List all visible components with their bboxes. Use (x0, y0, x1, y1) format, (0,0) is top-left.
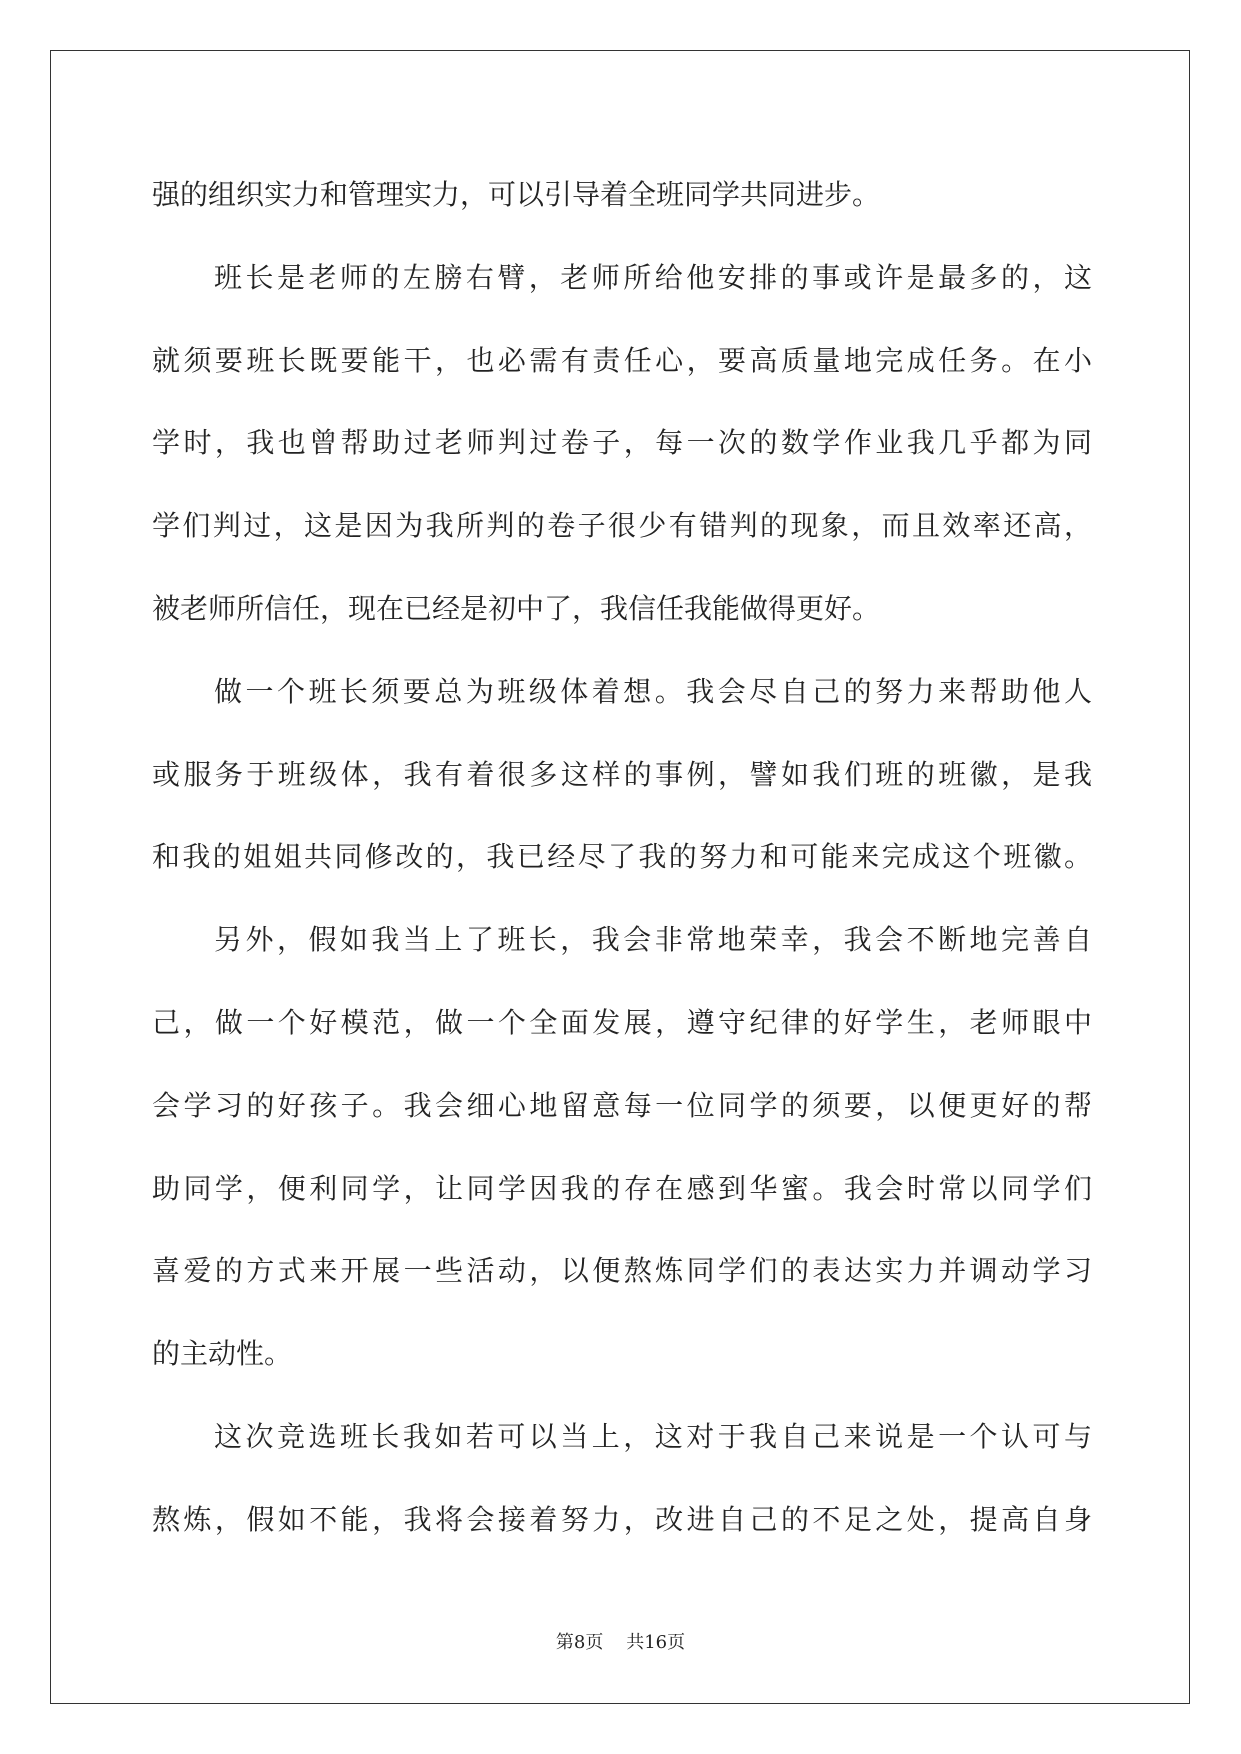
text-line: 就须要班长既要能干，也必需有责任心，要高质量地完成任务。在小 (152, 343, 1092, 377)
text-line: 的主动性。 (152, 1337, 293, 1371)
text-line: 强的组织实力和管理实力，可以引导着全班同学共同进步。 (152, 178, 881, 211)
page-footer (0, 1628, 1241, 1654)
text-line: 这次竞选班长我如若可以当上，这对于我自己来说是一个认可与 (214, 1419, 1092, 1453)
page-total: 共16页 (626, 1632, 686, 1653)
text-line: 另外，假如我当上了班长，我会非常地荣幸，我会不断地完善自 (214, 923, 1092, 957)
text-line: 做一个班长须要总为班级体着想。我会尽自己的努力来帮助他人 (214, 674, 1092, 708)
text-line: 己，做一个好模范，做一个全面发展，遵守纪律的好学生，老师眼中 (152, 1005, 1092, 1039)
text-line: 熬炼，假如不能，我将会接着努力，改进自己的不足之处，提高自身 (152, 1502, 1092, 1536)
text-line: 会学习的好孩子。我会细心地留意每一位同学的须要，以便更好的帮 (152, 1088, 1092, 1122)
text-line: 班长是老师的左膀右臂，老师所给他安排的事或许是最多的，这 (214, 260, 1092, 294)
text-line: 或服务于班级体，我有着很多这样的事例，譬如我们班的班徽，是我 (152, 757, 1092, 791)
text-line: 和我的姐姐共同修改的，我已经尽了我的努力和可能来完成这个班徽。 (152, 840, 1092, 874)
document-body (152, 154, 1092, 1562)
text-line: 学时，我也曾帮助过老师判过卷子，每一次的数学作业我几乎都为同 (152, 426, 1092, 460)
text-line: 助同学，便利同学，让同学因我的存在感到华蜜。我会时常以同学们 (152, 1171, 1092, 1205)
page-number: 第8页 (555, 1632, 604, 1653)
text-line: 被老师所信任，现在已经是初中了，我信任我能做得更好。 (152, 591, 881, 625)
text-line: 喜爱的方式来开展一些活动，以便熬炼同学们的表达实力并调动学习 (152, 1254, 1092, 1288)
text-line: 学们判过，这是因为我所判的卷子很少有错判的现象，而且效率还高， (152, 509, 1092, 543)
